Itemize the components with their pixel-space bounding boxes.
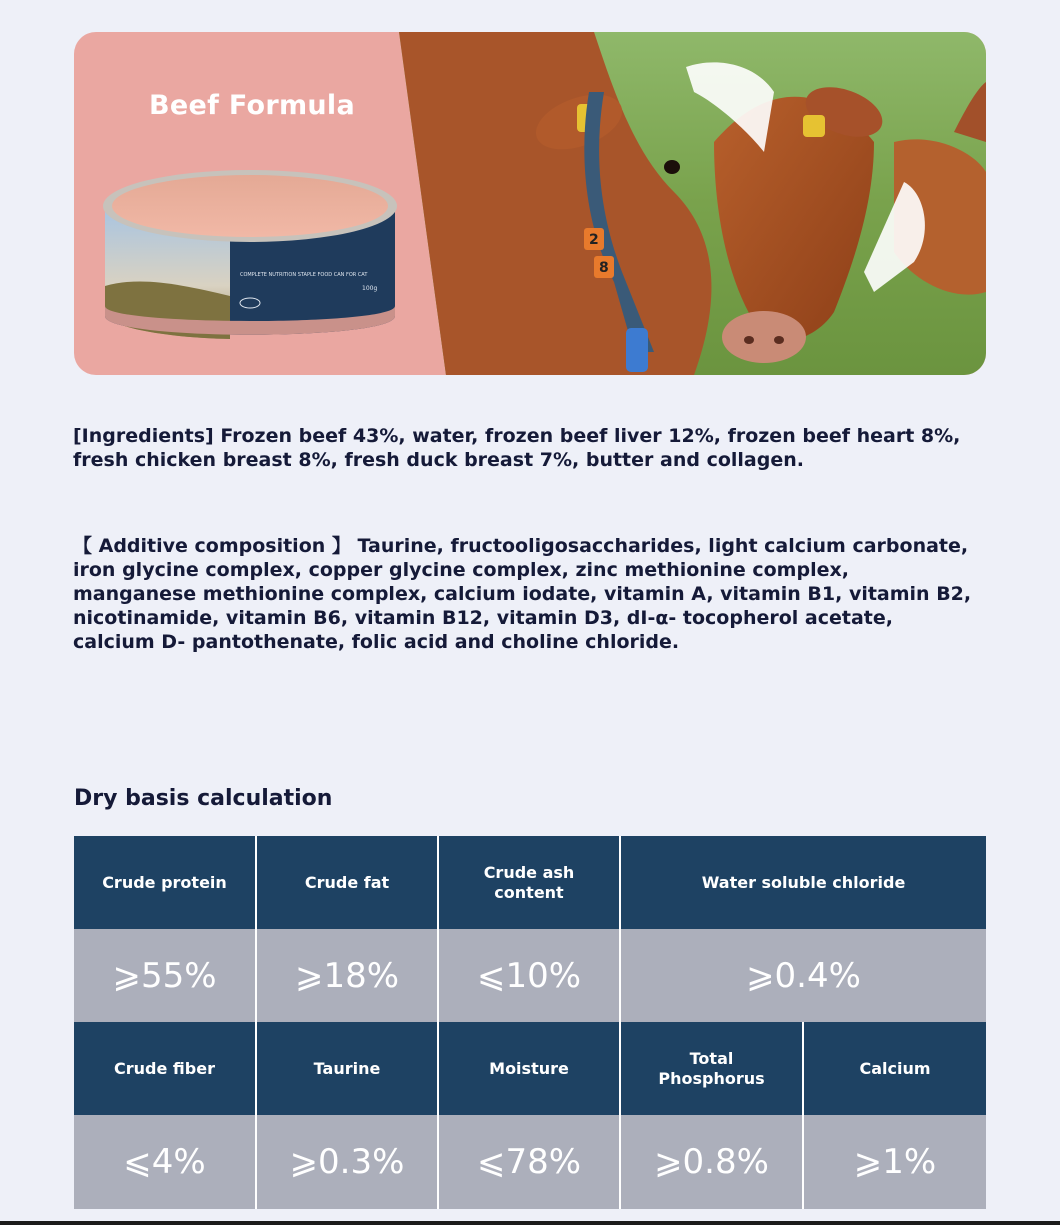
bottom-divider xyxy=(0,1221,1060,1225)
header-taurine: Taurine xyxy=(257,1022,439,1115)
nutrition-value-row-1 xyxy=(74,929,986,1022)
header-water-soluble-chloride: Water soluble chloride xyxy=(621,836,986,929)
hero-title: Beef Formula xyxy=(149,90,355,121)
hero-banner xyxy=(74,32,986,375)
svg-text:2: 2 xyxy=(589,232,599,248)
additive-composition-text: 【 Additive composition 】 Taurine, fructooligosaccharides, light calcium carbonate, iron glycine complex, copper glycine complex, zinc methionine complex, manganese methionine complex, calcium iodate, vitamin A, vitamin B1, vitamin B2, nicotinamide, vitamin B6, vitamin B12, vitamin D3, dI-α- tocopherol acetate, calcium D- pantothenate, folic acid and choline chloride. xyxy=(73,535,972,653)
nutrition-value-row-2 xyxy=(74,1115,986,1209)
value-moisture: ⩽78% xyxy=(439,1115,621,1209)
header-calcium: Calcium xyxy=(804,1022,986,1115)
header-crude-ash: Crude ash content xyxy=(439,836,621,929)
value-calcium: ⩾1% xyxy=(804,1115,986,1209)
can-product-image xyxy=(100,166,400,346)
can-label-text: COMPLETE NUTRITION STAPLE FOOD CAN FOR CAT xyxy=(240,272,368,278)
nutrition-header-row-2 xyxy=(74,1022,986,1115)
dry-basis-title: Dry basis calculation xyxy=(74,786,333,811)
ingredients-text: [Ingredients] Frozen beef 43%, water, frozen beef liver 12%, frozen beef heart 8%, fresh chicken breast 8%, fresh duck breast 7%, butter and collagen. xyxy=(73,425,961,471)
value-crude-ash: ⩽10% xyxy=(439,929,621,1022)
svg-text:8: 8 xyxy=(599,260,609,276)
can-weight-text: 100g xyxy=(362,285,378,292)
value-taurine: ⩾0.3% xyxy=(257,1115,439,1209)
value-water-soluble-chloride: ⩾0.4% xyxy=(621,929,986,1022)
header-moisture: Moisture xyxy=(439,1022,621,1115)
value-crude-fat: ⩾18% xyxy=(257,929,439,1022)
header-crude-protein: Crude protein xyxy=(74,836,257,929)
value-crude-fiber: ⩽4% xyxy=(74,1115,257,1209)
header-crude-fat: Crude fat xyxy=(257,836,439,929)
value-crude-protein: ⩾55% xyxy=(74,929,257,1022)
header-crude-fiber: Crude fiber xyxy=(74,1022,257,1115)
header-total-phosphorus: Total Phosphorus xyxy=(621,1022,804,1115)
value-total-phosphorus: ⩾0.8% xyxy=(621,1115,804,1209)
nutrition-header-row-1 xyxy=(74,836,986,929)
